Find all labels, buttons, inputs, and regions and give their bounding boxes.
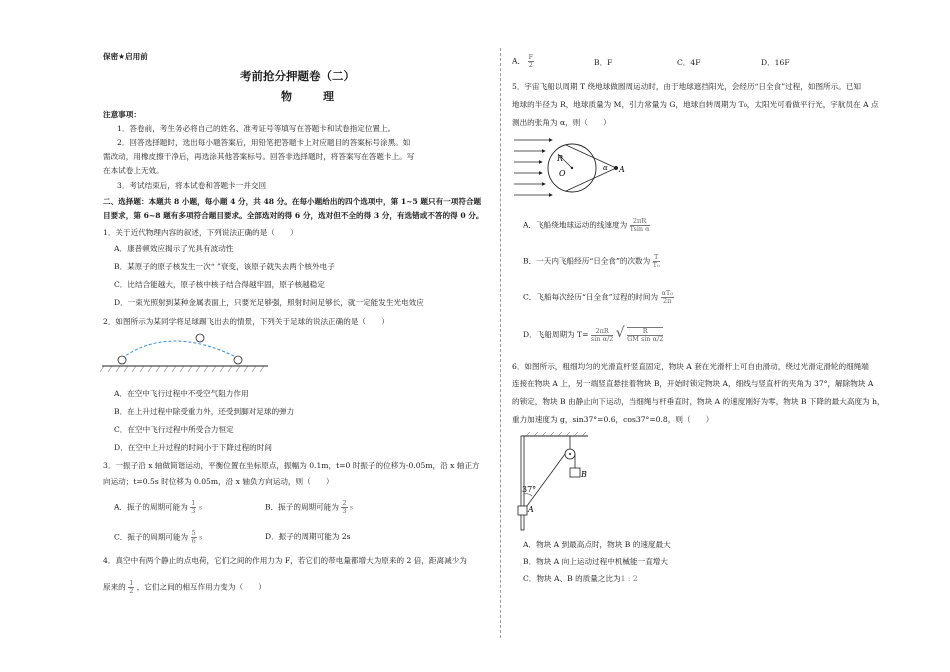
- ball-end-icon: [234, 356, 242, 364]
- q3-option-d: D．振子的周期可能为 2s: [265, 532, 351, 541]
- q6-option-c: C．物块 A、B 的质量之比为1 : 2: [523, 574, 638, 583]
- q3-option-b: B．振子的周期可能为 $\frac{2}{3}$ s: [265, 499, 354, 515]
- q5-option-a: A．飞船绕地球运动的线速度为 $\frac{2\pi R}{\text{Tsin α}}$: [523, 217, 650, 233]
- block-b: [570, 468, 580, 477]
- q6-option-a: A．物块 A 到最高点时，物块 B 的速度最大: [523, 540, 671, 549]
- q1-option-c: C．比结合能越大，原子核中核子结合得越牢固，原子核越稳定: [114, 280, 325, 289]
- svg-text:R: R: [557, 154, 564, 163]
- note-1: 1．答卷前，考生务必将自己的姓名、准考证号等填写在答题卡和试卷指定位置上。: [117, 124, 396, 133]
- svg-text:37°: 37°: [522, 485, 537, 494]
- q5-line1: 5．宇宙飞船以周期 T 绕地球做圆周运动时，由于地球遮挡阳光，会经历“日全食”过程，如图所示。已知: [512, 82, 862, 91]
- q4-line1: 4．真空中有两个静止的点电荷，它们之间的作用力为 F，若它们的带电量都增大为原来的 2 倍，距离减少为: [103, 556, 467, 565]
- q1-stem: 1．关于近代物理内容的叙述，下列说法正确的是（ ）: [103, 228, 298, 237]
- q6-line1: 6．如图所示，粗细均匀的光滑直杆竖直固定，物块 A 套在光滑杆上可自由滑动，绕过光滑定滑轮的细绳端: [512, 362, 869, 371]
- exam-title: 考前抢分押题卷（二）: [240, 69, 355, 83]
- q5-option-b: B．一天内飞船经历“日全食”的次数为 $\frac{T}{\text{T₀}}$: [523, 253, 660, 269]
- q3-line2: 向运动；t=0.5s 时位移为 0.05m，沿 x 轴负方向运动，则（ ）: [103, 477, 334, 486]
- q6-line4: 重力加速度为 g，sin37°=0.6，cos37°=0.8，则（ ）: [512, 415, 714, 424]
- q1-option-b: B．某原子的原子核发生一次“ ”衰变，该原子就失去两个核外电子: [114, 262, 335, 271]
- q2-option-d: D．在空中上升过程的时间小于下降过程的时间: [114, 443, 272, 452]
- note-2c: 在本试卷上无效。: [103, 166, 164, 175]
- q2-option-c: C．在空中飞行过程中所受合力恒定: [114, 425, 234, 434]
- q2-option-b: B．在上升过程中除受重力外，还受到脚对足球的弹力: [114, 407, 295, 416]
- q3-line1: 3．一振子沿 x 轴做简谐运动，平衡位置在坐标原点，振幅为 0.1m，t=0 时振子的位移为-0.05m，沿 x 轴正方: [103, 461, 480, 470]
- notes-heading: 注意事项：: [103, 110, 141, 119]
- q4-option-c: C．4F: [677, 58, 701, 67]
- q6-line3: 的锁定，物块 B 由静止向下运动，当细绳与杆垂直时，物块 A 的速度刚好为零，物块 B 下降的最大高度为 h，: [512, 397, 885, 406]
- svg-text:α: α: [603, 164, 608, 172]
- q3-option-a: A．振子的周期可能为 $\frac{1}{3}$ s: [114, 499, 202, 515]
- subject-title: 物 理: [281, 90, 344, 103]
- q5-line2: 地球的半径为 R，地球质量为 M，引力常量为 G，地球自转周期为 T₀，太阳光可看做平行光，宇航员在 A 点: [512, 100, 879, 109]
- block-a: [518, 506, 527, 515]
- note-3: 3．考试结束后，将本试卷和答题卡一并交回: [117, 181, 267, 190]
- q5-option-c: C．飞船每次经历“日全食”过程的时间为 $\frac{\text{αT₀}}{2\pi}$: [523, 289, 673, 305]
- ball-start-icon: [118, 356, 126, 364]
- q6-option-b: B．物块 A 向上运动过程中机械能一直增大: [523, 557, 668, 566]
- svg-text:O: O: [559, 169, 566, 178]
- section2-line1: 二、选择题：本题共 8 小题，每小题 4 分，共 48 分。在每小题给出的四个选项中，第 1~5 题只有一项符合题: [103, 197, 482, 206]
- q5-option-d: D．飞船周期为 T= $\frac{2\pi R}{\text{sin α/2}}$ √ $\frac{R}{\text{GM sin α/2}}$: [523, 325, 664, 343]
- column-divider: [500, 48, 501, 638]
- svg-text:A: A: [528, 505, 534, 514]
- q5-line3: 测出的张角为 α，则（ ）: [512, 118, 611, 127]
- q2-stem: 2．如图所示为某同学将足球踢飞出去的情景，下列关于足球的说法正确的是（ ）: [103, 317, 389, 326]
- q1-option-d: D．一束光照射到某种金属表面上，只要光足够强，照射时间足够长，就一定能发生光电效应: [114, 298, 424, 307]
- note-2a: 2．回答选择题时，选出每小题答案后，用铅笔把答题卡上对应题目的答案标号涂黑。如: [117, 138, 411, 147]
- q1-option-a: A．康普顿效应揭示了光具有波动性: [114, 244, 234, 253]
- q2-football-figure: [100, 332, 270, 376]
- note-2b: 需改动，用橡皮擦干净后，再选涂其他答案标号。回答非选择题时，将答案写在答题卡上。写: [103, 152, 415, 161]
- svg-text:B: B: [581, 470, 587, 479]
- q2-option-a: A．在空中飞行过程中不受空气阻力作用: [114, 389, 249, 398]
- vertical-rod: [521, 436, 524, 530]
- q4-option-d: D．16F: [761, 58, 790, 67]
- q4-option-b: B．F: [594, 58, 613, 67]
- ball-top-icon: [196, 334, 204, 342]
- q4-option-a: A． $\frac{F}{2}$: [512, 53, 534, 69]
- q4-line2: 原来的 $\frac{1}{2}$ ，它们之间的相互作用力变为（ ）: [103, 579, 266, 595]
- section2-line2: 目要求，第 6~8 题有多项符合题目要求。全部选对的得 6 分，选对但不全的得 3 分，有选错或不答的得 0 分。: [103, 211, 484, 220]
- svg-text:A: A: [619, 165, 625, 174]
- confidential-label: 保密★启用前: [103, 52, 148, 61]
- q3-option-c: C．振子的周期可能为 $\frac{5}{6}$ s: [114, 529, 203, 545]
- q6-pulley-figure: [508, 432, 598, 532]
- q5-eclipse-figure: [512, 134, 627, 200]
- q6-line2: 连接在物块 A 上，另一端竖直悬挂着物块 B，开始时锁定物块 A，细线与竖直杆的夹角为 37°，解除物块 A: [512, 379, 874, 388]
